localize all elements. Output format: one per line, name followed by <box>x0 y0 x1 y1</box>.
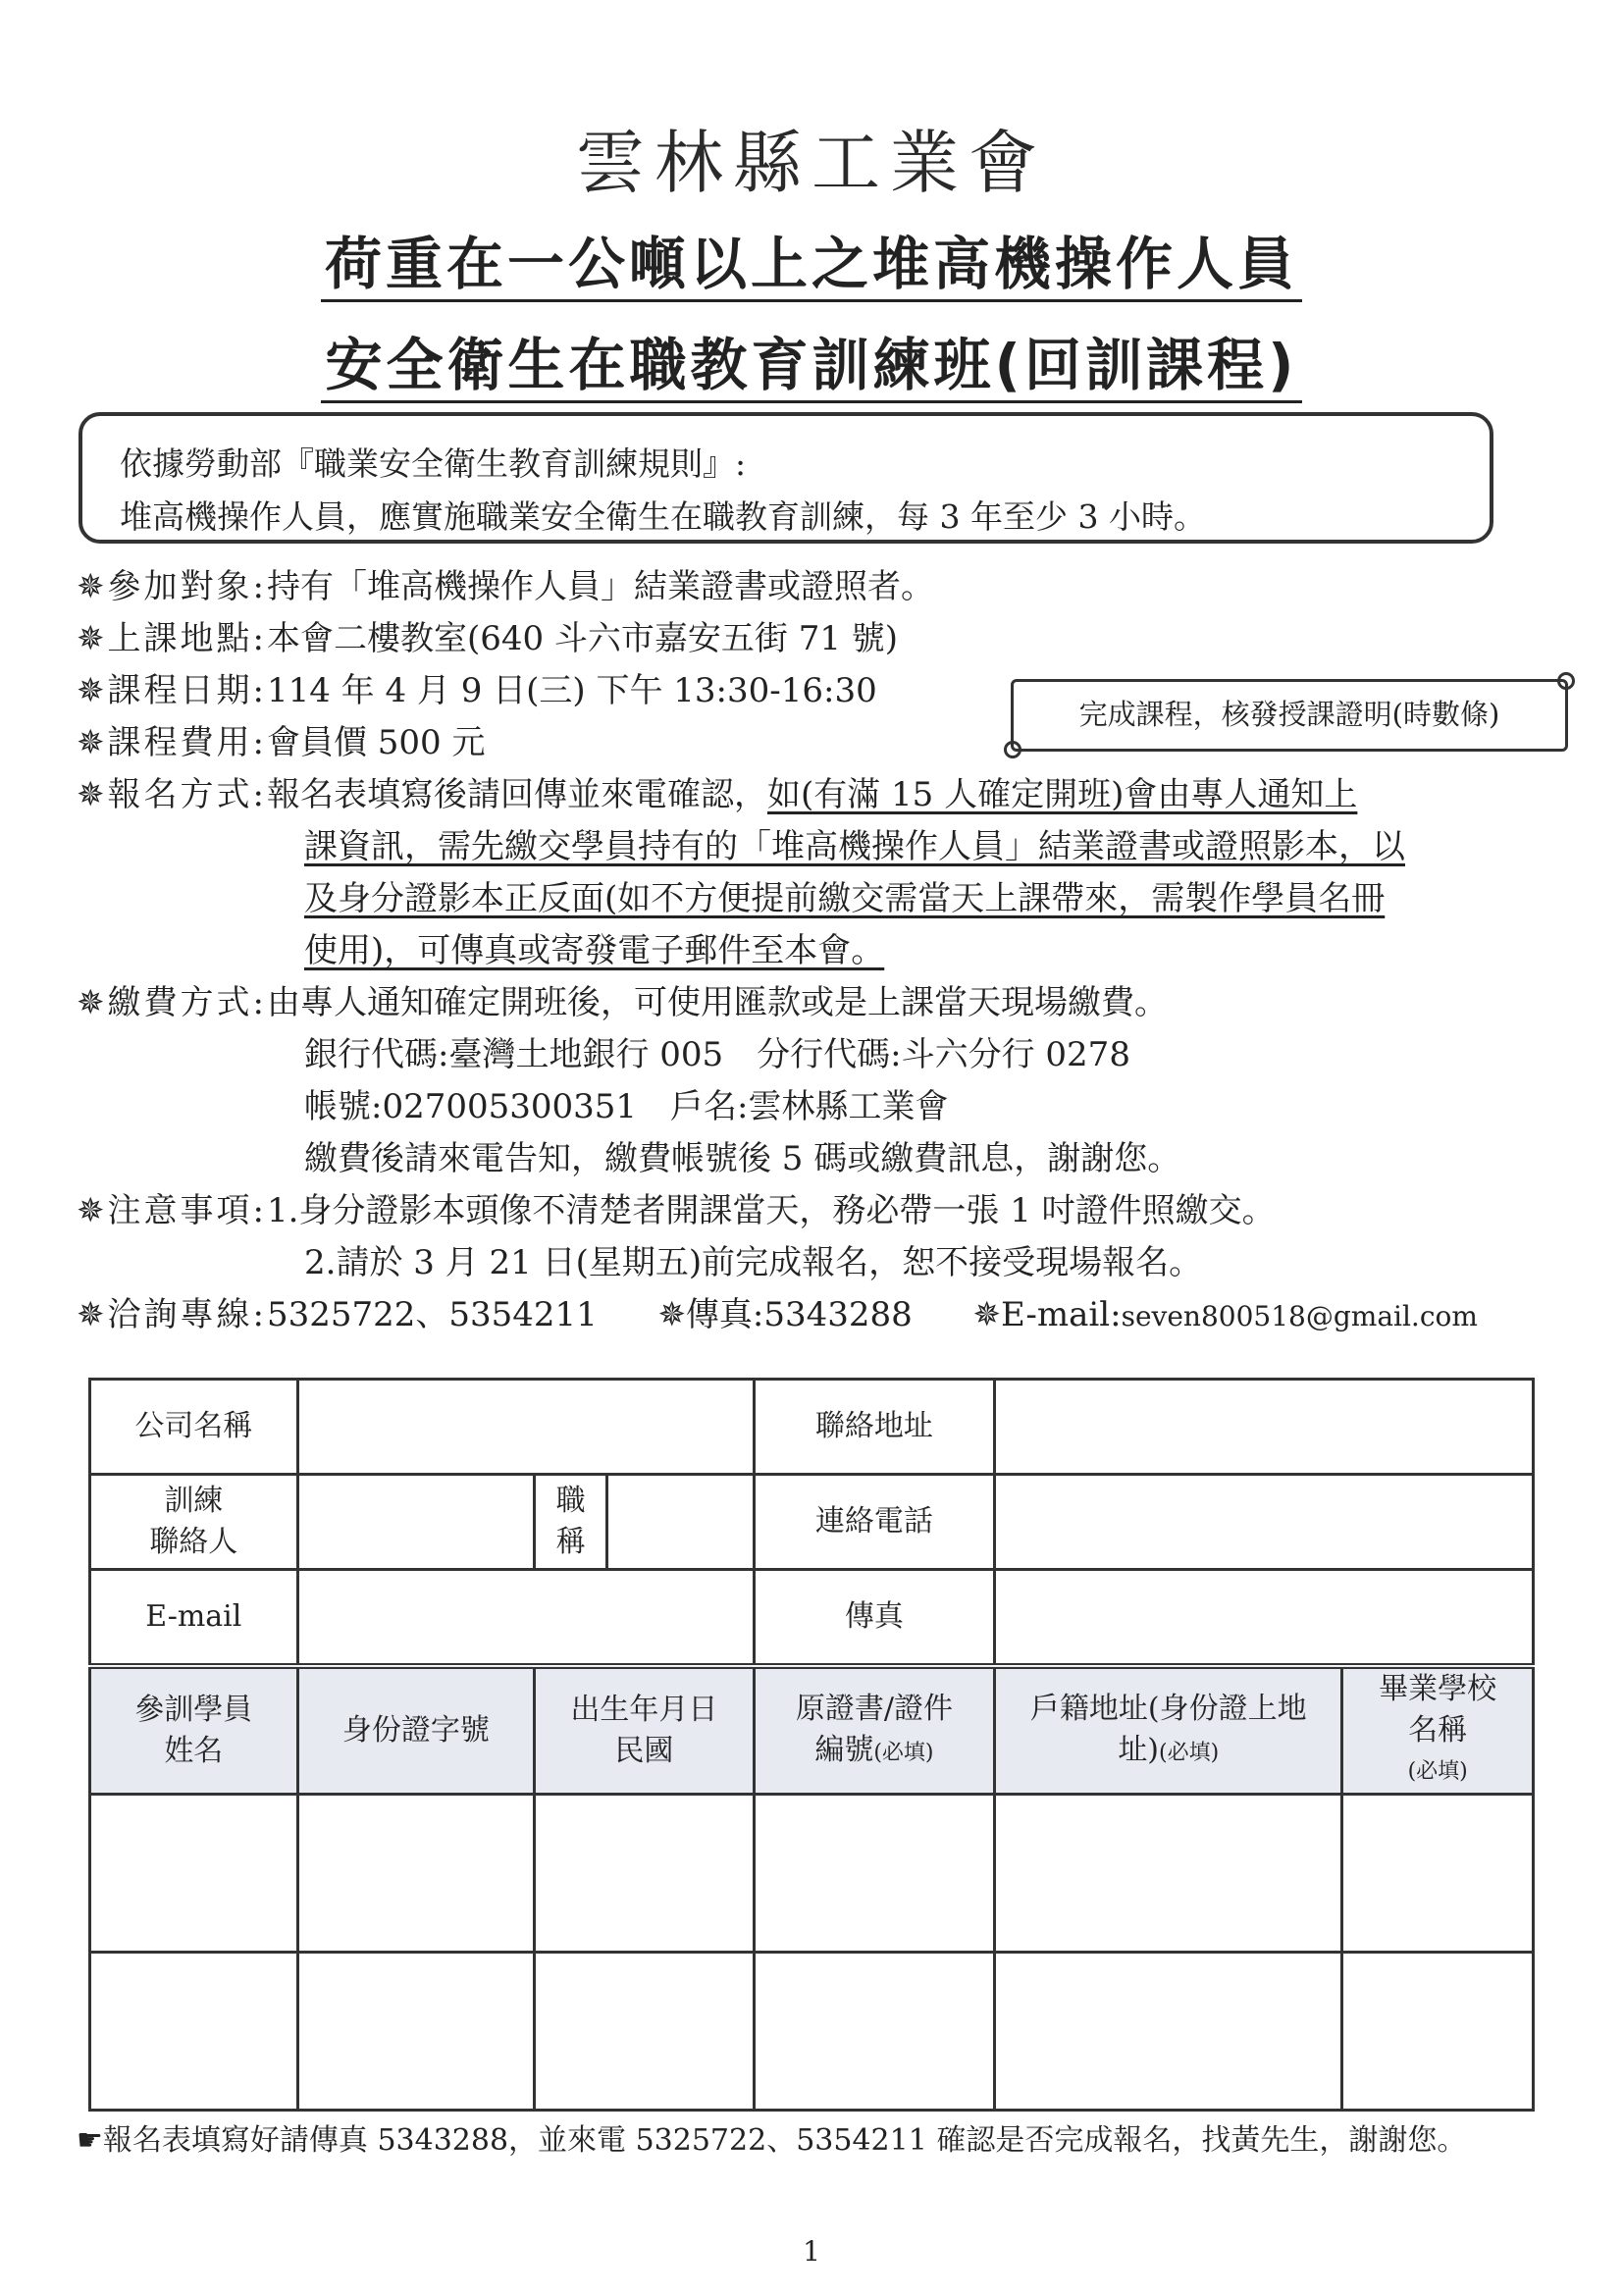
form-row-company <box>90 1380 1534 1475</box>
signup-row <box>77 769 1357 820</box>
trainee-row <box>90 1795 1534 1953</box>
fee-value: 會員價 500 元 <box>266 723 486 762</box>
title-line-1: 荷重在一公噸以上之堆高機操作人員 <box>0 218 1623 300</box>
payment-line-3: 帳號:027005300351 戶名:雲林縣工業會 <box>304 1087 949 1126</box>
fax-form-label: 傳真 <box>754 1570 994 1667</box>
col-cert-header: 原證書/證件 編號(必填) <box>754 1666 994 1795</box>
trainee-school-cell[interactable] <box>1342 1795 1534 1953</box>
date-value: 114 年 4 月 9 日(三) 下午 13:30-16:30 <box>266 671 877 710</box>
date-label: ✵課程日期: <box>77 671 267 710</box>
signup-line-1-underlined: 如(有滿 15 人確定開班)會由專人通知上 <box>766 775 1358 814</box>
fax-label: ✵傳真: <box>657 1295 764 1334</box>
notes-row <box>77 1185 1276 1236</box>
notice-line-1: 依據勞動部『職業安全衛生教育訓練規則』: <box>120 444 747 483</box>
contact-label: ✵洽詢專線: <box>77 1295 267 1334</box>
form-row-contact <box>90 1475 1534 1570</box>
contact-phone: 5325722、5354211 <box>266 1295 598 1334</box>
signup-line-2: 課資訊，需先繳交學員持有的「堆高機操作人員」結業證書或證照影本，以 <box>304 827 1405 866</box>
signup-line-3: 及身分證影本正反面(如不方便提前繳交需當天上課帶來，需製作學員名冊 <box>304 879 1386 918</box>
notice-line-2: 堆高機操作人員，應實施職業安全衛生在職教育訓練，每 3 年至少 3 小時。 <box>120 497 1206 536</box>
trainee-row <box>90 1953 1534 2111</box>
organization-name: 雲林縣工業會 <box>576 123 1047 203</box>
trainee-header-row <box>90 1666 1534 1795</box>
payment-line-2: 銀行代碼:臺灣土地銀行 005 分行代碼:斗六分行 0278 <box>304 1035 1130 1074</box>
target-label: ✵參加對象: <box>77 567 267 606</box>
signup-line-4: 使用)，可傳真或寄發電子郵件至本會。 <box>304 931 885 970</box>
location-value: 本會二樓教室(640 斗六市嘉安五街 71 號) <box>266 619 899 658</box>
location-row <box>77 613 898 664</box>
email-value: seven800518@gmail.com <box>1121 1300 1478 1332</box>
certificate-banner: 完成課程，核發授課證明(時數條) <box>1011 679 1568 752</box>
fax-field[interactable] <box>995 1570 1534 1667</box>
notes-line-1: 1.身分證影本頭像不清楚者開課當天，務必帶一張 1 吋證件照繳交。 <box>266 1191 1276 1230</box>
email-field[interactable] <box>297 1570 754 1667</box>
notes-label: ✵注意事項: <box>77 1191 267 1230</box>
payment-label: ✵繳費方式: <box>77 983 267 1022</box>
email-label: ✵E-mail: <box>972 1295 1122 1334</box>
trainee-birth-cell[interactable] <box>535 1953 755 2111</box>
trainee-address-cell[interactable] <box>995 1795 1342 1953</box>
trainee-name-cell[interactable] <box>90 1953 298 2111</box>
trainee-id-cell[interactable] <box>297 1953 534 2111</box>
col-birth-header: 出生年月日 民國 <box>535 1666 755 1795</box>
pointing-hand-icon: ☛ <box>77 2123 103 2158</box>
col-name-header: 參訓學員 姓名 <box>90 1666 298 1795</box>
payment-line-1: 由專人通知確定開班後，可使用匯款或是上課當天現場繳費。 <box>266 983 1168 1022</box>
col-address-header: 戶籍地址(身份證上地 址)(必填) <box>995 1666 1342 1795</box>
address-field[interactable] <box>995 1380 1534 1475</box>
payment-line-4: 繳費後請來電告知，繳費帳號後 5 碼或繳費訊息，謝謝您。 <box>304 1139 1181 1178</box>
regulation-notice-box <box>79 412 1493 544</box>
trainee-name-cell[interactable] <box>90 1795 298 1953</box>
col-school-header: 畢業學校 名稱 (必填) <box>1342 1666 1534 1795</box>
trainee-cert-cell[interactable] <box>754 1953 994 2111</box>
date-row <box>77 665 877 716</box>
payment-row <box>77 977 1168 1028</box>
address-label: 聯絡地址 <box>754 1380 994 1475</box>
page-number: 1 <box>803 2235 820 2268</box>
location-label: ✵上課地點: <box>77 619 267 658</box>
registration-form-table <box>88 1378 1535 2112</box>
footer-note: ☛報名表填寫好請傳真 5343288，並來電 5325722、5354211 確認是否完成報名，找黃先生，謝謝您。 <box>77 2123 1467 2158</box>
target-value: 持有「堆高機操作人員」結業證書或證照者。 <box>266 567 934 606</box>
fee-label: ✵課程費用: <box>77 723 267 762</box>
job-title-field[interactable] <box>607 1475 755 1570</box>
trainee-school-cell[interactable] <box>1342 1953 1534 2111</box>
contact-person-field[interactable] <box>297 1475 534 1570</box>
contact-row <box>77 1289 1478 1342</box>
trainee-cert-cell[interactable] <box>754 1795 994 1953</box>
job-title-label: 職 稱 <box>535 1475 607 1570</box>
fee-row <box>77 717 485 768</box>
phone-field[interactable] <box>995 1475 1534 1570</box>
trainee-address-cell[interactable] <box>995 1953 1342 2111</box>
email-form-label: E-mail <box>90 1570 298 1667</box>
signup-label: ✵報名方式: <box>77 775 267 814</box>
trainee-birth-cell[interactable] <box>535 1795 755 1953</box>
company-field[interactable] <box>297 1380 754 1475</box>
fax-value: 5343288 <box>763 1295 913 1334</box>
phone-label: 連絡電話 <box>754 1475 994 1570</box>
notes-line-2: 2.請於 3 月 21 日(星期五)前完成報名，恕不接受現場報名。 <box>304 1243 1203 1282</box>
contact-person-label: 訓練 聯絡人 <box>90 1475 298 1570</box>
target-row <box>77 561 934 612</box>
trainee-id-cell[interactable] <box>297 1795 534 1953</box>
form-row-email <box>90 1570 1534 1667</box>
company-label: 公司名稱 <box>90 1380 298 1475</box>
signup-line-1-plain: 報名表填寫後請回傳並來電確認， <box>266 775 767 814</box>
title-line-2: 安全衛生在職教育訓練班(回訓課程) <box>0 319 1623 401</box>
col-id-header: 身份證字號 <box>297 1666 534 1795</box>
